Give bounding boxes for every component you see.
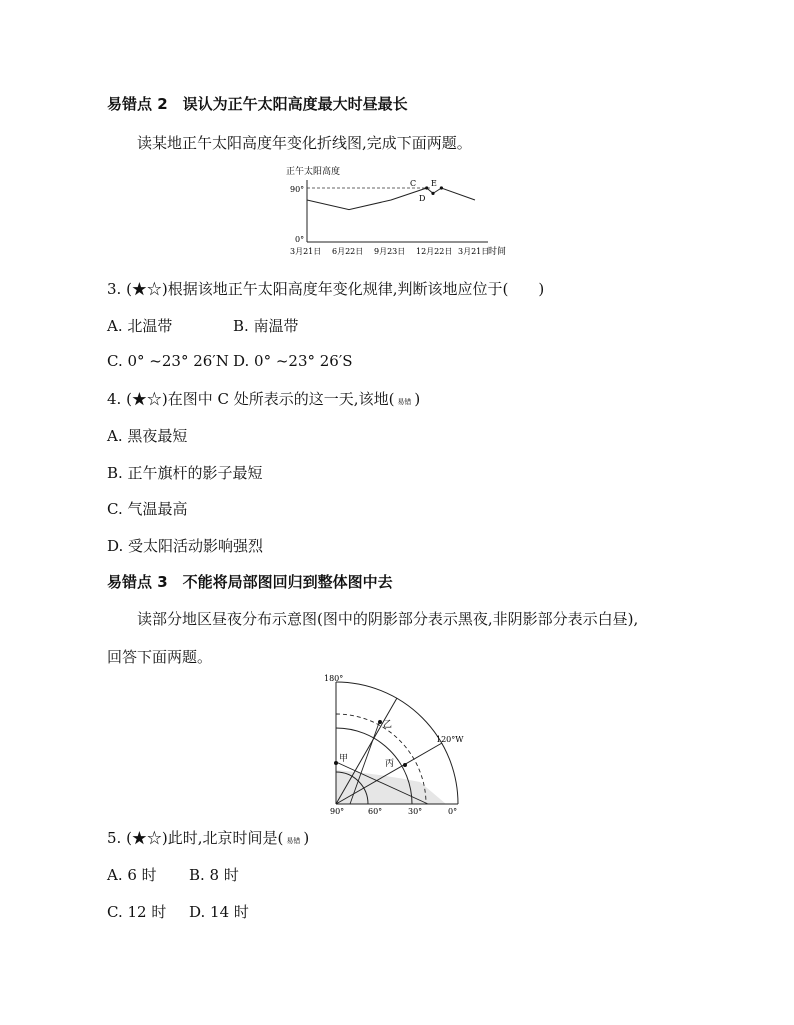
q5-stem-close: )	[303, 829, 310, 847]
section3-intro-line2: 回答下面两题。	[107, 648, 213, 666]
q4-stem-close: )	[414, 390, 421, 408]
section2-intro: 读某地正午太阳高度年变化折线图,完成下面两题。	[137, 134, 472, 152]
point-jia	[334, 761, 338, 765]
section2-title: 易错点 2 误认为正午太阳高度最大时昼最长	[107, 95, 408, 113]
q5-option-c[interactable]: C. 12 时	[107, 903, 167, 921]
chart-y-top: 90°	[290, 185, 305, 194]
point-label-e: E	[431, 179, 437, 188]
data-point	[425, 186, 428, 189]
q3-option-b[interactable]: B. 南温带	[233, 317, 299, 335]
q3-option-a[interactable]: A. 北温带	[107, 317, 173, 335]
label-90: 90°	[330, 807, 345, 816]
label-jia: 甲	[339, 754, 349, 764]
label-180: 180°	[324, 674, 344, 683]
series-line	[307, 188, 475, 210]
chart-ylabel: 正午太阳高度	[286, 167, 341, 177]
data-point	[440, 186, 443, 189]
q5-option-a[interactable]: A. 6 时	[107, 866, 157, 884]
q4-option-b[interactable]: B. 正午旗杆的影子最短	[107, 464, 263, 482]
q4-easy-error-tag: 易错	[397, 398, 412, 406]
q5-stem	[107, 827, 309, 848]
x-tick-label: 12月22日	[416, 247, 453, 256]
chart-xlabel: 时间	[488, 247, 507, 257]
day-night-diagram	[320, 672, 480, 817]
label-bing: 丙	[385, 759, 395, 769]
point-label-c: C	[410, 179, 417, 188]
chart-y-zero: 0°	[295, 235, 305, 244]
section3-title: 易错点 3 不能将局部图回归到整体图中去	[107, 573, 393, 591]
label-0: 0°	[448, 807, 458, 816]
section3-intro-line1: 读部分地区昼夜分布示意图(图中的阴影部分表示黑夜,非阴影部分表示白昼),	[137, 610, 639, 628]
label-yi: 乙	[383, 720, 393, 730]
point-label-d: D	[419, 194, 426, 203]
data-point	[431, 192, 434, 195]
q3-option-d[interactable]: D. 0° ~23° 26′S	[233, 352, 353, 370]
x-tick-label: 6月22日	[332, 247, 364, 256]
q4-stem	[107, 388, 420, 409]
label-30: 30°	[408, 807, 423, 816]
point-yi	[378, 720, 382, 724]
q4-option-d[interactable]: D. 受太阳活动影响强烈	[107, 537, 264, 555]
point-bing	[403, 763, 407, 767]
q4-option-a[interactable]: A. 黑夜最短	[107, 427, 188, 445]
q5-option-b[interactable]: B. 8 时	[189, 866, 239, 884]
label-120w: 120°W	[436, 735, 464, 744]
q5-option-d[interactable]: D. 14 时	[189, 903, 249, 921]
x-tick-label: 3月21日	[458, 247, 490, 256]
q3-option-c[interactable]: C. 0° ~23° 26′N	[107, 352, 229, 370]
q4-option-c[interactable]: C. 气温最高	[107, 500, 188, 518]
q4-stem-text: 4. (★☆)在图中 C 处所表示的这一天,该地(	[107, 390, 395, 408]
q5-stem-text: 5. (★☆)此时,北京时间是(	[107, 829, 284, 847]
label-60: 60°	[368, 807, 383, 816]
x-tick-label: 9月23日	[374, 247, 406, 256]
q3-stem: 3. (★☆)根据该地正午太阳高度年变化规律,判断该地应位于( )	[107, 280, 545, 298]
q5-easy-error-tag: 易错	[286, 837, 301, 845]
sun-altitude-chart	[250, 162, 510, 262]
x-tick-label: 3月21日	[290, 247, 322, 256]
